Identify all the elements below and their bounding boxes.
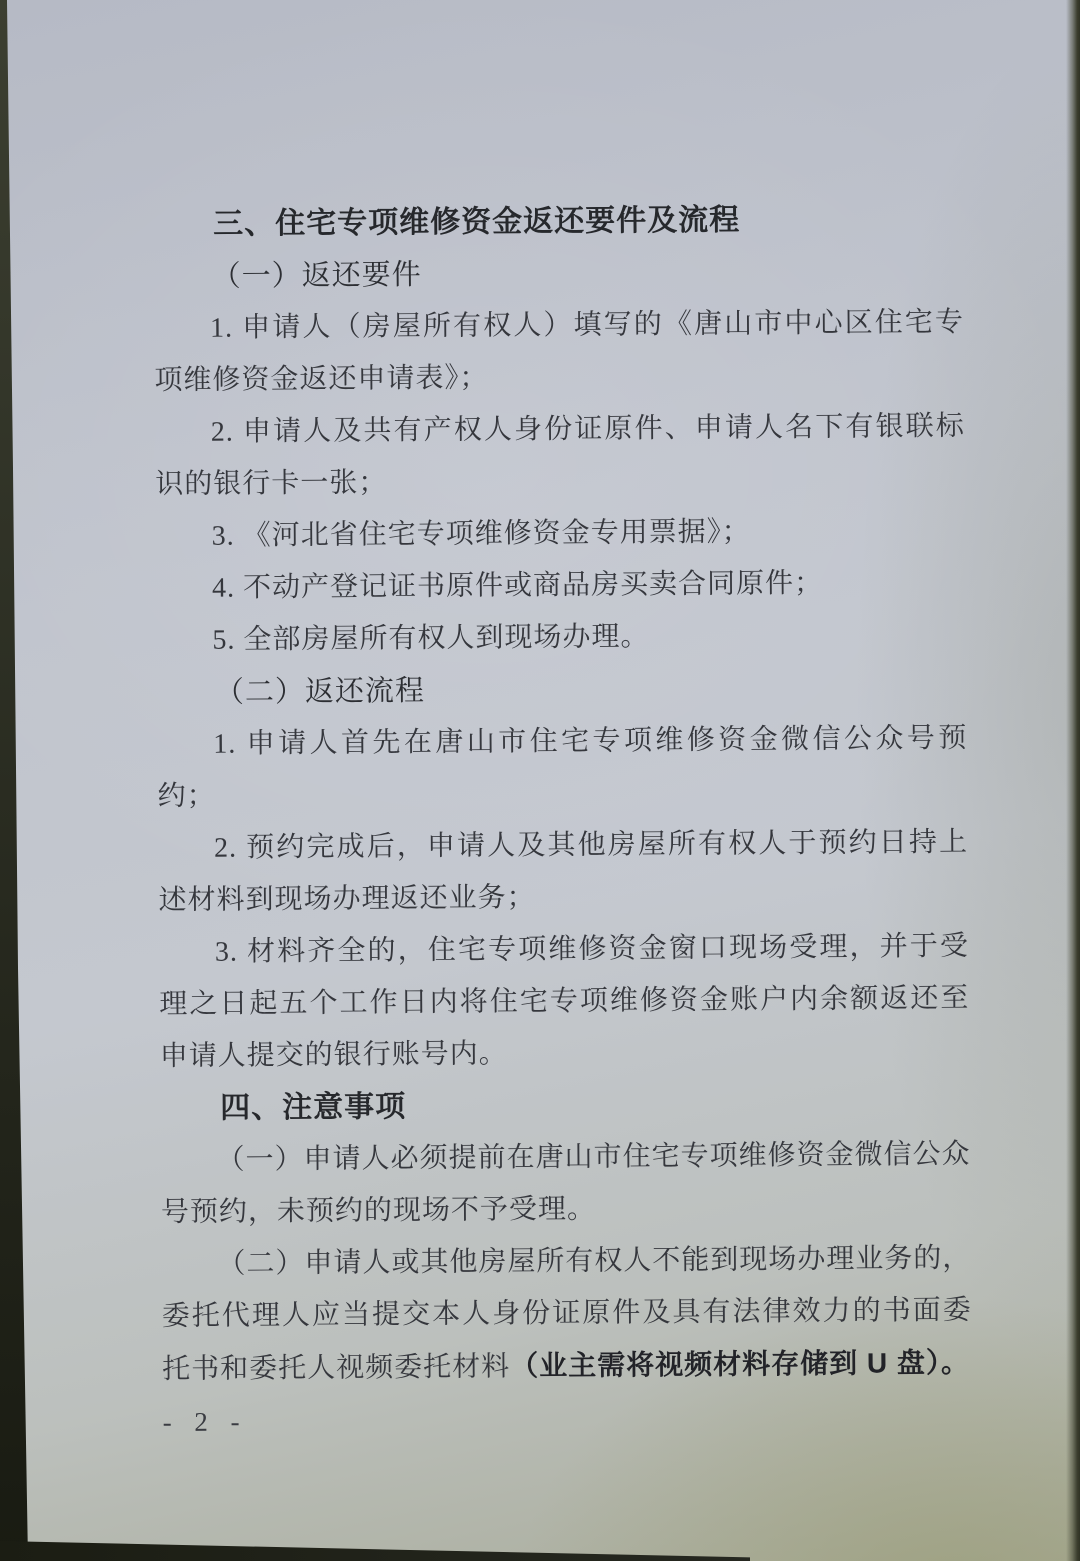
process-item-2: 2. 预约完成后，申请人及其他房屋所有权人于预约日持上述材料到现场办理返还业务； — [158, 826, 969, 917]
notice-item-2-text: （二）申请人或其他房屋所有权人不能到现场办理业务的，委托代理人应当提交本人身份证原件及具有法律效力的书面委托书和委托人视频委托材料 — [161, 1242, 972, 1386]
section-heading-4: 四、注意事项 — [220, 1090, 407, 1125]
process-item-3: 3. 材料齐全的，住宅专项维修资金窗口现场受理，并于受理之日起五个工作日内将住宅专项维修资金账户内余额返还至申请人提交的银行账号内。 — [159, 930, 970, 1073]
notice-item-1: （一）申请人必须提前在唐山市住宅专项维修资金微信公众号预约，未预约的现场不予受理。 — [160, 1138, 971, 1229]
section-heading-3: 三、住宅专项维修资金返还要件及流程 — [213, 203, 741, 241]
document-page — [153, 193, 973, 1448]
process-item-1: 1. 申请人首先在唐山市住宅专项维修资金微信公众号预约； — [157, 722, 968, 813]
requirement-item-3: 3. 《河北省住宅专项维修资金专用票据》； — [211, 516, 751, 552]
notice-item-2 — [161, 1233, 972, 1396]
page-bottom-edge-shadow — [0, 1541, 750, 1561]
page-left-edge-shadow — [0, 0, 30, 1561]
notice-item-2-bold-note: （业主需将视频材料存储到 U 盘）。 — [510, 1346, 971, 1382]
page-right-edge-shadow — [1066, 0, 1080, 1561]
requirement-item-5: 5. 全部房屋所有权人到现场办理。 — [212, 621, 650, 656]
requirement-item-1: 1. 申请人（房屋所有权人）填写的《唐山市中心区住宅专项维修资金返还申请表》； — [154, 306, 965, 397]
requirement-item-2: 2. 申请人及共有产权人身份证原件、申请人名下有银联标识的银行卡一张； — [155, 410, 965, 501]
subheading-return-process: （二）返还流程 — [214, 675, 426, 709]
subheading-return-requirements: （一）返还要件 — [211, 259, 422, 293]
requirement-item-4: 4. 不动产登记证书原件或商品房买卖合同原件； — [211, 567, 824, 604]
page-number: - 2 - — [162, 1406, 248, 1438]
